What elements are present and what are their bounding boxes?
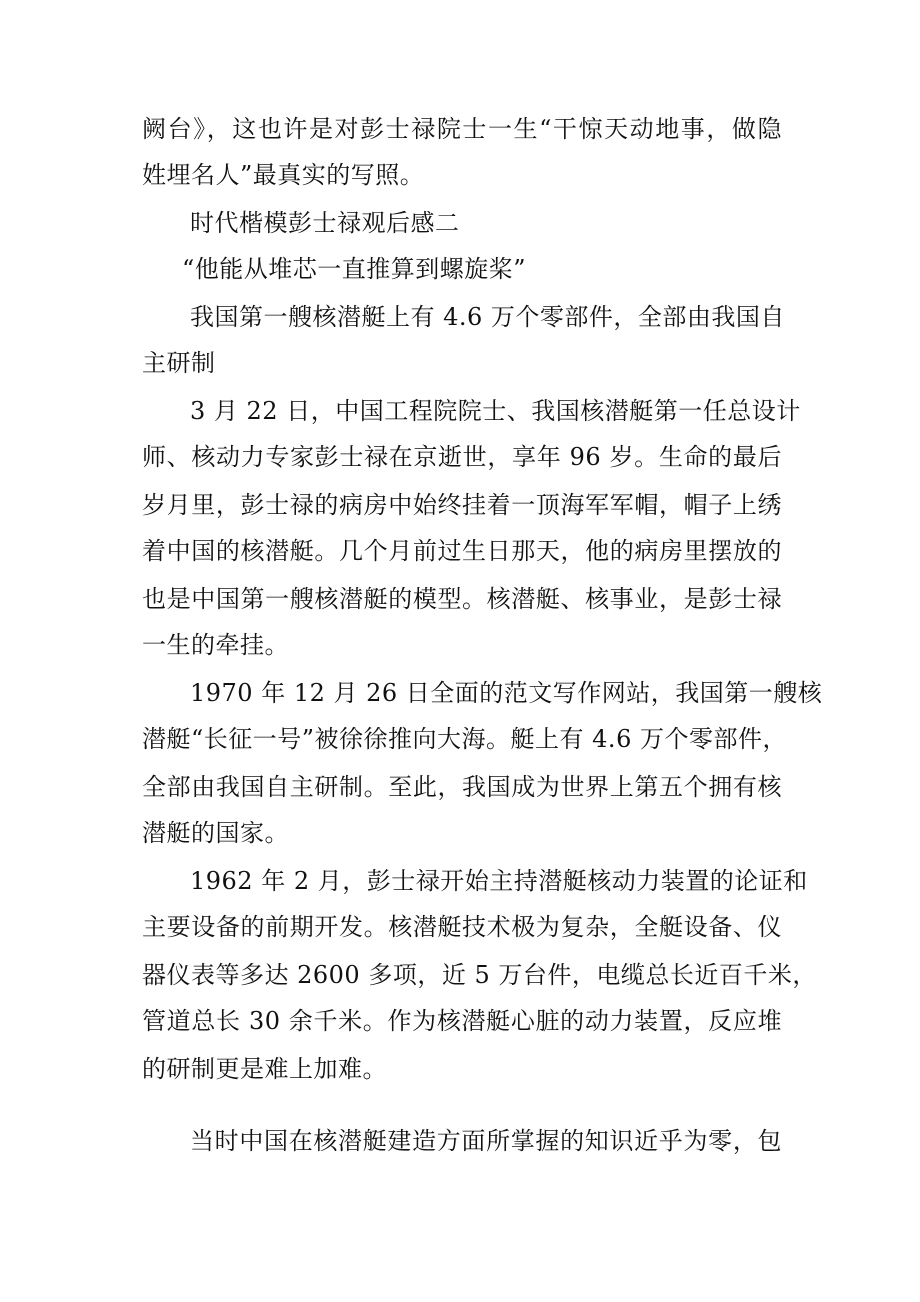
text-line: 一生的牵挂。 xyxy=(142,631,289,659)
text-line: 主研制 xyxy=(142,349,216,377)
text-line: 阙台》，这也许是对彭士禄院士一生“干惊天动地事，做隐 xyxy=(142,115,782,143)
text-line: 我国第一艘核潜艇上有 4.6 万个零部件，全部由我国自 xyxy=(190,303,785,331)
text-line: 的研制更是难上加难。 xyxy=(142,1055,387,1083)
text-line: 师、核动力专家彭士禄在京逝世，享年 96 岁。生命的最后 xyxy=(142,443,782,471)
text-line: 1962 年 2 月，彭士禄开始主持潜艇核动力装置的论证和 xyxy=(190,867,808,895)
text-line: 1970 年 12 月 26 日全面的范文写作网站，我国第一艘核 xyxy=(190,679,823,707)
text-line: 也是中国第一艘核潜艇的模型。核潜艇、核事业，是彭士禄 xyxy=(142,585,782,613)
text-line: 当时中国在核潜艇建造方面所掌握的知识近乎为零，包 xyxy=(190,1127,782,1155)
text-line: 管道总长 30 余千米。作为核潜艇心脏的动力装置，反应堆 xyxy=(142,1007,782,1035)
text-line: 潜艇的国家。 xyxy=(142,819,289,847)
text-line: 姓埋名人”最真实的写照。 xyxy=(142,161,425,189)
text-line: 着中国的核潜艇。几个月前过生日那天，他的病房里摆放的 xyxy=(142,537,782,565)
text-line: 主要设备的前期开发。核潜艇技术极为复杂，全艇设备、仪 xyxy=(142,913,782,941)
text-line: 岁月里，彭士禄的病房中始终挂着一顶海军军帽，帽子上绣 xyxy=(142,491,782,519)
section-heading: 时代楷模彭士禄观后感二 xyxy=(190,209,460,237)
text-line: 器仪表等多达 2600 多项，近 5 万台件，电缆总长近百千米， xyxy=(142,961,817,989)
text-line: 潜艇“长征一号”被徐徐推向大海。艇上有 4.6 万个零部件， xyxy=(142,725,787,753)
section-subtitle: “他能从堆芯一直推算到螺旋桨” xyxy=(182,255,527,283)
text-line: 全部由我国自主研制。至此，我国成为世界上第五个拥有核 xyxy=(142,773,782,801)
text-line: 3 月 22 日，中国工程院院士、我国核潜艇第一任总设计 xyxy=(190,397,801,425)
